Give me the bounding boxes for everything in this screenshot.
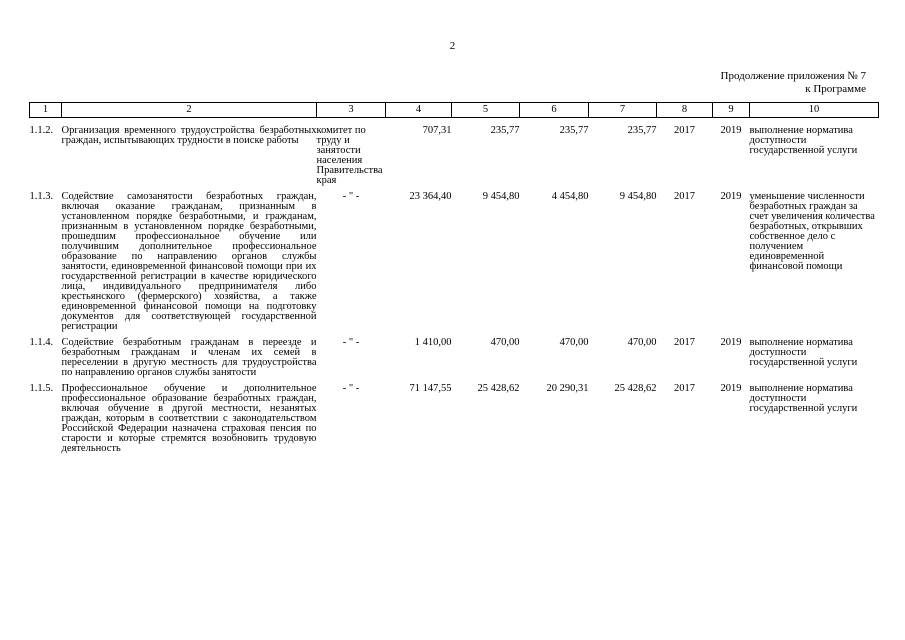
item-year-3: 470,00 [627,337,657,348]
item-number: 1.1.3. [29,191,54,202]
item-executor: - " - [342,337,360,348]
item-end-year: 2019 [720,337,742,348]
item-start-year: 2017 [674,337,695,348]
page-number: 2 [449,40,456,52]
item-year-1: 235,77 [490,125,520,136]
item-end-year: 2019 [720,191,742,202]
appendix-line-1: Продолжение приложения № 7 [720,70,866,82]
item-executor: комитет по труду и занятости населения Правительства края [316,125,383,186]
column-header: 9 [713,103,750,118]
item-executor: - " - [342,383,360,394]
item-number: 1.1.4. [29,337,54,348]
table-row [30,118,879,187]
item-total: 707,31 [422,125,452,136]
column-header: 6 [520,103,589,118]
table-row [30,378,879,454]
item-year-2: 4 454,80 [551,191,589,202]
item-total: 71 147,55 [409,383,452,394]
item-result: выполнение норматива доступности государственной услуги [749,383,858,414]
item-start-year: 2017 [674,383,695,394]
item-executor: - " - [342,191,360,202]
appendix-line-2: к Программе [805,83,866,95]
item-start-year: 2017 [674,191,695,202]
item-year-3: 235,77 [627,125,657,136]
item-name: Содействие безработным гражданам в переезде и безработным гражданам и членам их семей в переселении в другую местность для трудоустройства по направлению органов службы занятости [61,337,317,378]
item-number: 1.1.5. [29,383,54,394]
item-number: 1.1.2. [29,125,54,136]
table-row [30,186,879,332]
item-year-2: 470,00 [559,337,589,348]
item-year-3: 25 428,62 [614,383,657,394]
column-header: 8 [657,103,713,118]
column-header: 2 [62,103,317,118]
column-header: 5 [452,103,520,118]
item-start-year: 2017 [674,125,695,136]
item-year-2: 20 290,31 [546,383,589,394]
appendix-caption [721,70,866,96]
column-header: 7 [589,103,657,118]
item-year-1: 25 428,62 [477,383,520,394]
item-end-year: 2019 [720,383,742,394]
item-result: выполнение норматива доступности государственной услуги [749,125,858,156]
item-year-1: 9 454,80 [482,191,520,202]
item-result: выполнение норматива доступности государственной услуги [749,337,858,368]
item-name: Содействие самозанятости безработных граждан, включая оказание гражданам, признанным в установленном порядке безработными, и гражданам, признанным в установленном порядке безработными, прошедшим профессиональное обучение или получившим дополнительное профессиональное образование по направлению органов службы занятости, единовременной финансовой помощи при их государственной регистрации в качестве юридического лица, индивидуального предпринимателя либо крестьянского (фермерского) хозяйства, а также единовременной финансовой помощи на подготовку документов для соответствующей государственной регистрации [61,191,317,332]
item-name: Профессиональное обучение и дополнительное профессиональное образование безработных граждан, включая обучение в другой местности, незанятых граждан, которым в соответствии с законодательством Российской Федерации назначена страховая пенсия по старости и которые стремятся возобновить трудовую деятельность [61,383,317,454]
item-year-2: 235,77 [559,125,589,136]
item-result: уменьшение численности безработных граждан за счет увеличения количества безработных, открывших собственное дело с получением единовременной финансовой помощи [749,191,875,272]
item-year-3: 9 454,80 [619,191,657,202]
item-year-1: 470,00 [490,337,520,348]
column-header: 3 [317,103,386,118]
column-header: 4 [386,103,452,118]
program-table [29,102,879,454]
item-end-year: 2019 [720,125,742,136]
table-row [30,332,879,378]
item-total: 1 410,00 [414,337,452,348]
header-row [30,103,879,118]
item-name: Организация временного трудоустройства безработных граждан, испытывающих трудности в поиске работы [61,125,317,146]
column-header: 1 [30,103,62,118]
item-total: 23 364,40 [409,191,452,202]
column-header: 10 [750,103,879,118]
